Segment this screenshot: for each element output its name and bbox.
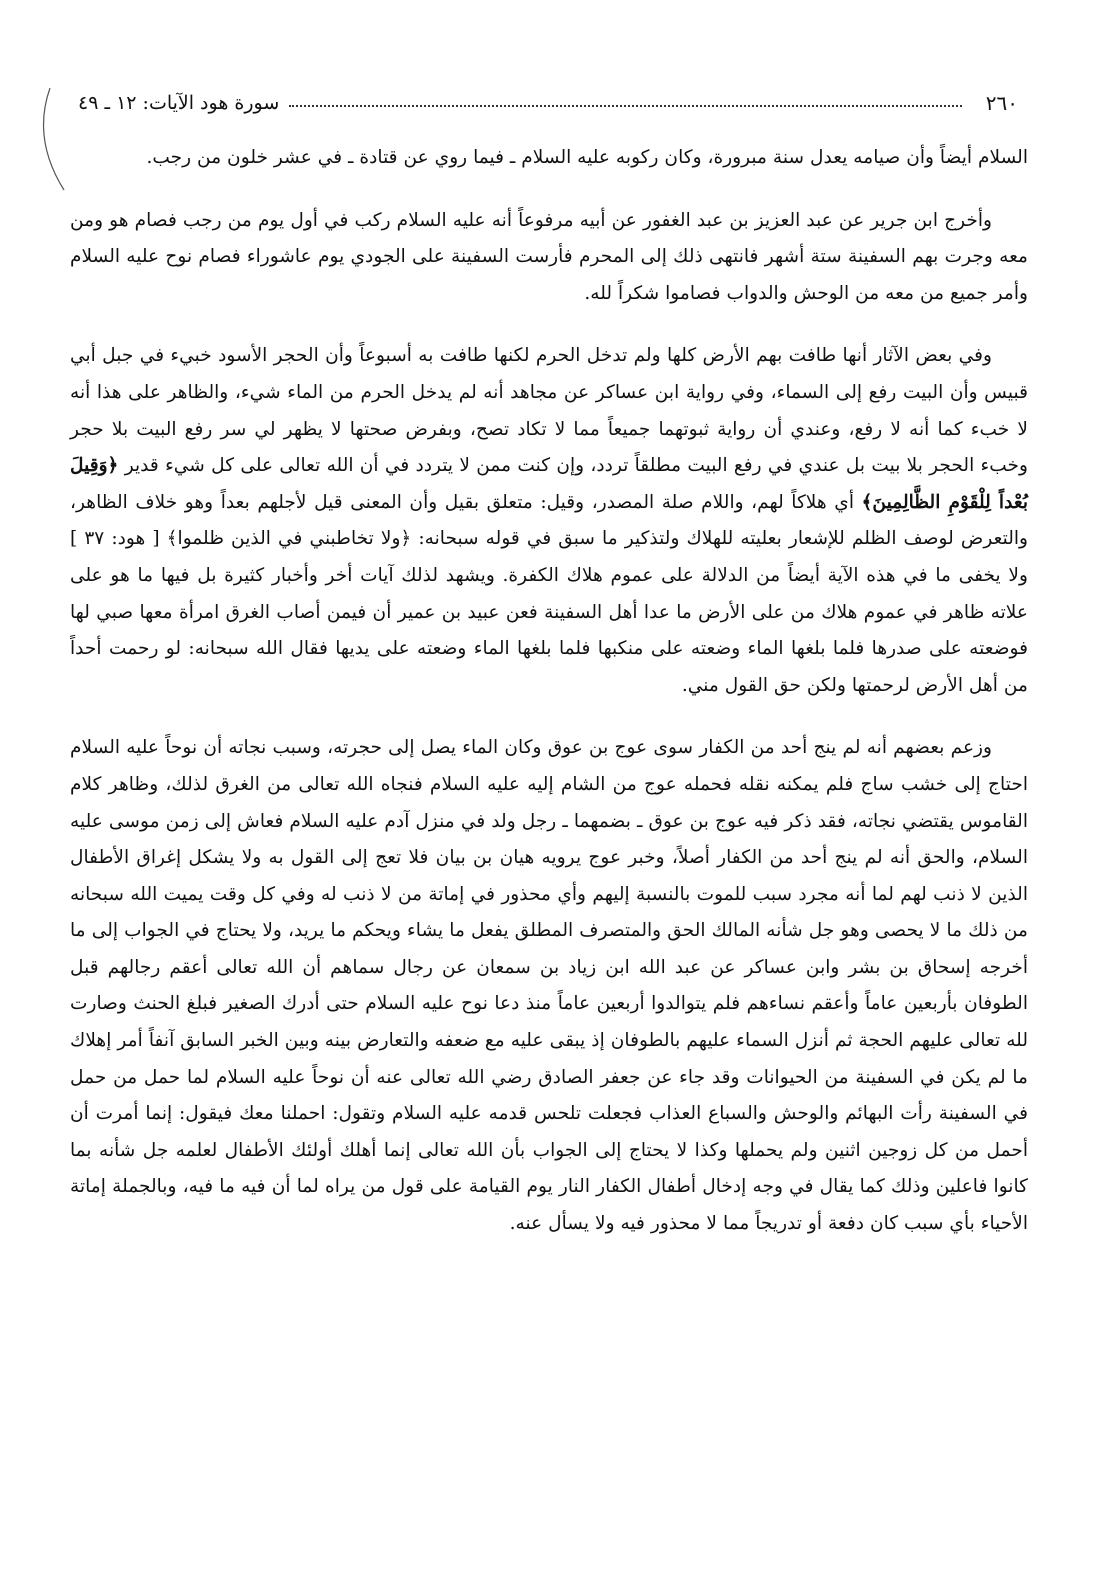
- running-title: سورة هود الآيات: ١٢ ـ ٤٩: [78, 92, 280, 114]
- page-edge-curve: [30, 84, 70, 194]
- body-text: [70, 140, 1028, 1243]
- paragraph-ibn-jarir: وأخرج ابن جرير عن عبد العزيز بن عبد الغفور عن أبيه مرفوعاً أنه عليه السلام ركب في أول يوم من رجب فصام هو ومن معه وجرت بهم السفينة ستة أشهر فانتهى ذلك إلى المحرم فأرست السفينة على الجودي يوم عاشوراء فصام نوح عليه السلام وأمر جميع من معه من الوحش والدواب فصاموا شكراً لله.: [70, 209, 1028, 304]
- header-dotted-leader: [289, 105, 962, 107]
- quran-quote: ﴿وَقِيلَ بُعْداً لِلْقَوْمِ الظَّالِمِينَ﴾: [70, 455, 1028, 513]
- paragraph-athar-part1: وفي بعض الآثار أنها طافت بهم الأرض كلها ولم تدخل الحرم لكنها طافت به أسبوعاً وأن الحجر الأسود خبيء في جبل أبي قبيس وأن البيت رفع إلى السماء، وفي رواية ابن عساكر عن مجاهد أنه لم يدخل الحرم من الماء شيء، والظاهر على هذا أنه لا خبء كما أنه لا رفع، وعندي أن رواية ثبوتهما جميعاً مما لا تكاد تصح، وبفرض صحتها لا يظهر لي سر رفع البيت بلا حجر وخبء الحجر بلا بيت بل عندي في رفع البيت مطلقاً تردد، وإن كنت ممن لا يتردد في أن الله تعالى على كل شيء قدير: [70, 345, 1028, 477]
- paragraph-athar: [70, 338, 1028, 704]
- page-header: [78, 86, 1018, 120]
- paragraph-awj: وزعم بعضهم أنه لم ينج أحد من الكفار سوى عوج بن عوق وكان الماء يصل إلى حجرته، وسبب نجاته أن نوحاً عليه السلام احتاج إلى خشب ساج فلم يمكنه نقله فحمله عوج من الشام إليه عليه السلام فنجاه الله تعالى من الغرق لذلك، وظاهر كلام القاموس يقتضي نجاته، فقد ذكر فيه عوج بن عوق ـ بضمهما ـ رجل ولد في منزل آدم عليه السلام فعاش إلى زمن موسى عليه السلام، والحق أنه لم ينج أحد من الكفار أصلاً، وخبر عوج يرويه هيان بن بيان فلا تعج إلى القول به ولا يشكل إغراق الأطفال الذين لا ذنب لهم لما أنه مجرد سبب للموت بالنسبة إليهم وأي محذور في إماتة من لا ذنب له وفي كل وقت يميت الله سبحانه من ذلك ما لا يحصى وهو جل شأنه المالك الحق والمتصرف المطلق يفعل ما يشاء ويحكم ما يريد، ولا يحتاج في الجواب إلى ما أخرجه إسحاق بن بشر وابن عساكر عن عبد الله ابن زياد بن سمعان عن رجال سماهم أن الله تعالى أعقم رجالهم قبل الطوفان بأربعين عاماً وأعقم نساءهم فلم يتوالدوا أربعين عاماً منذ دعا نوح عليه السلام حتى أدرك الصغير فبلغ الحنث وصارت لله تعالى عليهم الحجة ثم أنزل السماء عليهم بالطوفان إذ يبقى عليه مع ضعفه والتعارض بينه وبين الخبر السابق آنفاً أمر إهلاك ما لم يكن في السفينة من الحيوانات وقد جاء عن جعفر الصادق رضي الله تعالى عنه أن نوحاً عليه السلام لما حمل من حمل في السفينة رأت البهائم والوحش والسباع العذاب فجعلت تلحس قدمه عليه السلام وتقول: احملنا معك فيقول: إنما أمرت أن أحمل من كل زوجين اثنين ولم يحملها وكذا لا يحتاج إلى الجواب بأن الله تعالى إنما أهلك أولئك الأطفال لعلمه جل شأنه بما كانوا فاعلين وذلك كما يقال في وجه إدخال أطفال الكفار النار يوم القيامة على قول من يراه لما أن فيه ما فيه، وبالجملة إماتة الأحياء بأي سبب كان دفعة أو تدريجاً مما لا محذور فيه ولا يسأل عنه.: [70, 737, 1029, 1235]
- page-number: ٢٦٠: [985, 91, 1018, 115]
- paragraph-continuation: السلام أيضاً وأن صيامه يعدل سنة مبرورة، وكان ركوبه عليه السلام ـ فيما روي عن قتادة ـ في عشر خلون من رجب.: [146, 147, 1028, 168]
- paragraph-athar-part2: أي هلاكاً لهم، واللام صلة المصدر، وقيل: متعلق بقيل وأن المعنى قيل لأجلهم بعداً وهو خلاف الظاهر، والتعرض لوصف الظلم للإشعار بعليته للهلاك ولتذكير ما سبق في قوله سبحانه: ﴿ولا تخاطبني في الذين ظلموا﴾ [ هود: ٣٧ ] ولا يخفى ما في هذه الآية أيضاً من الدلالة على عموم هلاك الكفرة. ويشهد لذلك آيات أخر وأخبار كثيرة بل فيها ما هو على علاته ظاهر في عموم هلاك من على الأرض ما عدا أهل السفينة فعن عبيد بن عمير أن فيمن أصاب الغرق امرأة معها صبي لها فوضعته على صدرها فلما بلغها الماء وضعته على منكبها فلما بلغها الماء وضعته على يديها فقال الله سبحانه: لو رحمت أحداً من أهل الأرض لرحمتها ولكن حق القول مني.: [70, 491, 1029, 696]
